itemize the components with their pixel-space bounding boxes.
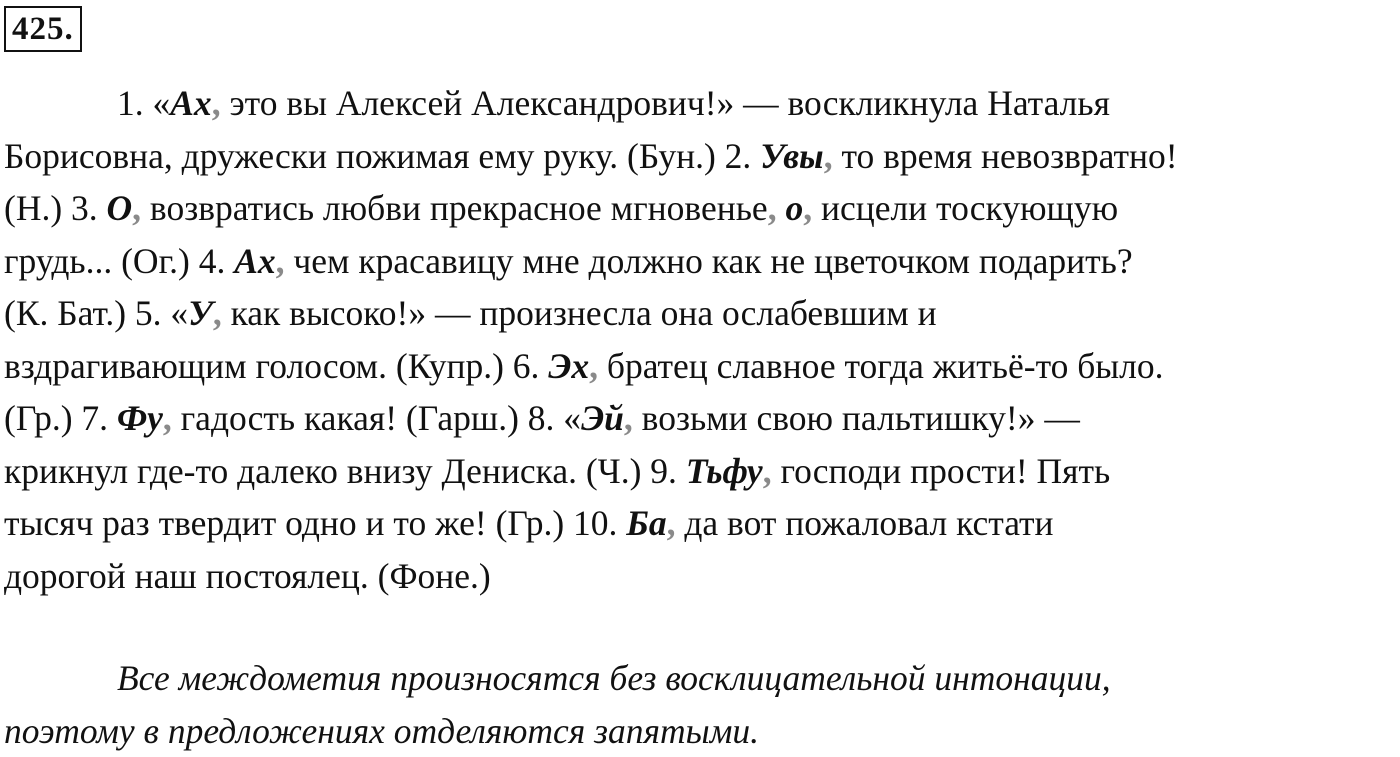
highlighted-comma: , <box>824 136 833 176</box>
text-segment: (Н.) 3. <box>4 188 107 228</box>
interjection: Увы <box>760 136 824 176</box>
text-segment: да вот пожаловал кстати <box>675 503 1053 543</box>
interjection: Ба <box>626 503 666 543</box>
highlighted-comma: , <box>132 188 141 228</box>
highlighted-comma: , <box>213 293 222 333</box>
text-segment: чем красавицу мне должно как не цветочком подарить? <box>285 241 1133 281</box>
text-segment: вздрагивающим голосом. (Купр.) 6. <box>4 346 548 386</box>
text-segment: (К. Бат.) 5. « <box>4 293 188 333</box>
text-line <box>4 550 1396 603</box>
interjection: У <box>188 293 213 333</box>
text-line <box>4 340 1396 393</box>
exercise-number: 425. <box>4 6 82 52</box>
text-segment: исцели тоскующую <box>812 188 1118 228</box>
text-segment: Борисовна, дружески пожимая ему руку. (Бун.) 2. <box>4 136 760 176</box>
highlighted-comma: , <box>667 503 676 543</box>
exercise-text <box>4 77 1396 602</box>
text-segment: (Гр.) 7. <box>4 398 117 438</box>
interjection: о <box>785 188 803 228</box>
interjection: Эх <box>548 346 589 386</box>
text-line <box>4 235 1396 288</box>
text-line <box>4 497 1396 550</box>
text-segment: братец славное тогда житьё-то было. <box>598 346 1164 386</box>
highlighted-comma: , <box>768 188 777 228</box>
text-segment: возвратись любви прекрасное мгновенье <box>141 188 768 228</box>
interjection: Ах <box>170 83 211 123</box>
text-line <box>4 182 1396 235</box>
text-segment: гадость какая! (Гарш.) 8. « <box>172 398 581 438</box>
interjection: Фу <box>117 398 163 438</box>
text-segment: возьми свою пальтишку!» — <box>633 398 1080 438</box>
interjection: Эй <box>581 398 624 438</box>
text-segment: то время невозвратно! <box>833 136 1178 176</box>
text-segment: как высоко!» — произнесла она ослабевшим и <box>222 293 937 333</box>
interjection: Ах <box>234 241 275 281</box>
text-line <box>4 392 1396 445</box>
rule-note-line: Все междометия произносятся без восклицательной интонации, <box>4 652 1396 705</box>
text-segment: крикнул где-то далеко внизу Дениска. (Ч.) 9. <box>4 451 686 491</box>
text-line <box>4 287 1396 340</box>
text-segment: грудь... (Ог.) 4. <box>4 241 234 281</box>
text-line <box>4 130 1396 183</box>
text-segment: тысяч раз твердит одно и то же! (Гр.) 10. <box>4 503 626 543</box>
text-line <box>4 77 1396 130</box>
interjection: Тьфу <box>686 451 763 491</box>
highlighted-comma: , <box>589 346 598 386</box>
highlighted-comma: , <box>163 398 172 438</box>
text-line <box>4 445 1396 498</box>
text-segment: 1. « <box>117 83 170 123</box>
rule-note <box>4 652 1396 757</box>
highlighted-comma: , <box>803 188 812 228</box>
highlighted-comma: , <box>763 451 772 491</box>
text-segment: господи прости! Пять <box>772 451 1111 491</box>
text-segment: дорогой наш постоялец. (Фоне.) <box>4 556 491 596</box>
highlighted-comma: , <box>212 83 221 123</box>
rule-note-line: поэтому в предложениях отделяются запятыми. <box>4 705 1396 757</box>
interjection: О <box>107 188 133 228</box>
text-segment: это вы Алексей Александрович!» — воскликнула Наталья <box>221 83 1110 123</box>
highlighted-comma: , <box>624 398 633 438</box>
highlighted-comma: , <box>276 241 285 281</box>
